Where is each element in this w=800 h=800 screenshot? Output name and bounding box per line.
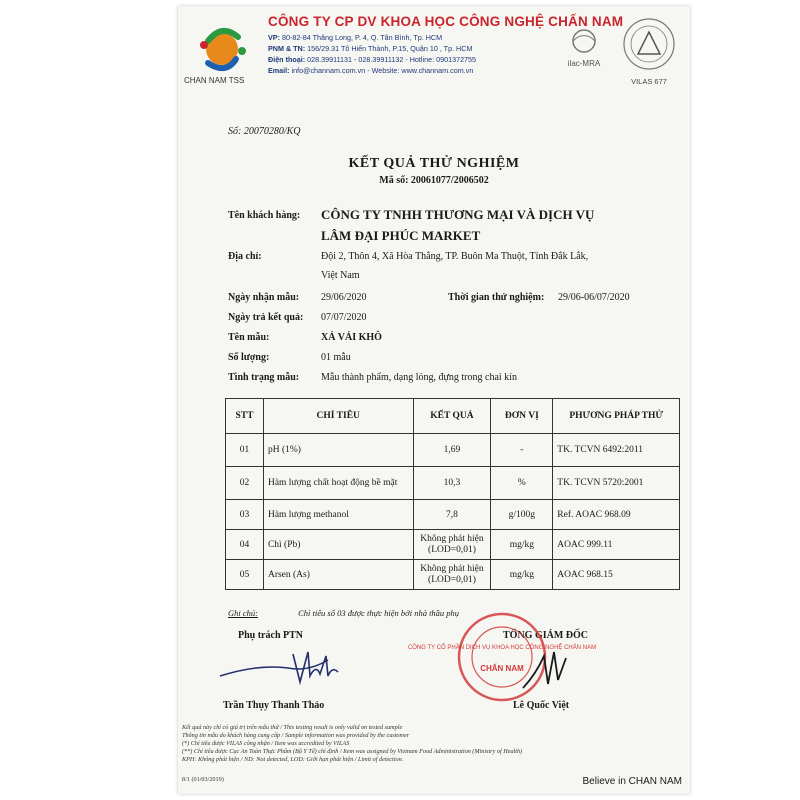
footer-line-3: (*) Chỉ tiêu được VILAS công nhận / Item was accredited by VILAS <box>182 740 350 747</box>
test-time-label: Thời gian thử nghiệm: <box>448 292 545 303</box>
header-chi-tieu: CHỈ TIÊU <box>263 399 413 434</box>
customer-label: Tên khách hàng: <box>228 210 301 221</box>
sample-label: Tên mẫu: <box>228 332 270 343</box>
email-line: Email: info@channam.com.vn - Website: www.channam.com.vn <box>268 66 474 75</box>
document-sheet <box>178 6 690 794</box>
header-phuong-phap: PHƯƠNG PHÁP THỬ <box>553 399 680 434</box>
form-code: 8/1 (01/03/2019) <box>182 776 224 783</box>
slogan: Believe in CHAN NAM <box>582 776 682 787</box>
lab-manager-name: Trần Thụy Thanh Thảo <box>223 700 325 711</box>
customer-name-line1: CÔNG TY TNHH THƯƠNG MẠI VÀ DỊCH VỤ <box>321 207 595 222</box>
row-don-vi: % <box>491 467 553 500</box>
document-number: Số: 20070280/KQ <box>228 126 301 137</box>
vilas-logo: VILAS 677 <box>618 16 680 84</box>
row-chi-tieu: Hàm lượng methanol <box>263 500 413 530</box>
note-label: Ghi chú: <box>228 608 258 618</box>
logo-text: CHAN NAM TSS <box>184 76 245 85</box>
customer-name-line2: LÂM ĐẠI PHÚC MARKET <box>321 228 481 243</box>
row-stt: 03 <box>226 500 264 530</box>
footer-line-1: Kết quả này chỉ có giá trị trên mẫu thử / This testing result is only valid on tested sample <box>182 724 403 731</box>
sample-name: XẢ VẢI KHÔ <box>321 332 382 343</box>
table-row <box>226 530 680 560</box>
document-title: KẾT QUẢ THỬ NGHIỆM <box>348 156 520 171</box>
row-chi-tieu: Hàm lượng chất hoạt động bề mặt <box>263 467 413 500</box>
row-phuong-phap: TK. TCVN 6492:2011 <box>553 434 680 467</box>
director-title: TỔNG GIÁM ĐỐC <box>503 630 588 641</box>
results-table <box>225 398 680 590</box>
ilac-mra-logo: ilac-MRA <box>558 28 610 68</box>
qty-label: Số lượng: <box>228 352 270 363</box>
row-don-vi: - <box>491 434 553 467</box>
director-signature <box>518 644 578 694</box>
row-ket-qua: 10,3 <box>413 467 491 500</box>
row-phuong-phap: AOAC 999.11 <box>553 530 680 560</box>
address-line2: Việt Nam <box>321 270 360 281</box>
header-don-vi: ĐƠN VỊ <box>491 399 553 434</box>
row-chi-tieu: Arsen (As) <box>263 560 413 590</box>
svg-text:CÔNG TY CỔ PHẦN DỊCH VỤ KHOA H: CÔNG TY CỔ PHẦN DỊCH VỤ KHOA HỌC CÔNG NGHỆ CHẤN NAM <box>407 645 597 651</box>
received-date: 29/06/2020 <box>321 292 367 303</box>
director-name: Lê Quốc Việt <box>513 700 570 711</box>
phone-line: Điện thoại: 028.39911131 - 028.39911132 - Hotline: 0901372755 <box>268 55 477 64</box>
note-text: Chỉ tiêu số 03 được thực hiện bởi nhà thầu phụ <box>298 608 460 618</box>
row-ket-qua: Không phát hiện (LOD=0,01) <box>413 560 491 590</box>
status-value: Mẫu thành phẩm, dạng lỏng, đựng trong chai kín <box>321 372 517 383</box>
vp-line: VP: 80-82-84 Thăng Long, P. 4, Q. Tân Bình, Tp. HCM <box>268 33 443 42</box>
return-date: 07/07/2020 <box>321 312 367 323</box>
row-don-vi: mg/kg <box>491 560 553 590</box>
pnm-line: PNM & TN: 156/29.31 Tô Hiến Thành, P.15, Quận 10 , Tp. HCM <box>268 44 473 53</box>
table-row <box>226 467 680 500</box>
footer-line-4: (**) Chỉ tiêu được Cục An Toàn Thực Phẩm (Bộ Y Tế) chỉ định / Item was assigned by Vietnam Food Administration (Ministry of Health) <box>182 748 523 755</box>
lab-manager-title: Phụ trách PTN <box>238 630 303 641</box>
address-line1: Đội 2, Thôn 4, Xã Hòa Thắng, TP. Buôn Ma Thuột, Tỉnh Đắk Lắk, <box>321 251 589 262</box>
row-ket-qua: 7,8 <box>413 500 491 530</box>
footer-line-5: KPH: Không phát hiện / ND: Not detected, LOD: Giới hạn phát hiện / Limit of detection. <box>182 756 404 763</box>
address-label: Địa chỉ: <box>228 251 262 262</box>
row-phuong-phap: TK. TCVN 5720:2001 <box>553 467 680 500</box>
row-phuong-phap: AOAC 968.15 <box>553 560 680 590</box>
company-name: CÔNG TY CP DV KHOA HỌC CÔNG NGHỆ CHẤN NAM <box>268 14 624 29</box>
sample-code: Mã số: 20061077/2006502 <box>379 175 489 186</box>
row-chi-tieu: Chì (Pb) <box>263 530 413 560</box>
table-row <box>226 434 680 467</box>
row-chi-tieu: pH (1%) <box>263 434 413 467</box>
return-label: Ngày trả kết quả: <box>228 312 304 323</box>
table-row <box>226 500 680 530</box>
test-time: 29/06-06/07/2020 <box>558 292 630 303</box>
footer-line-2: Thông tin mẫu do khách hàng cung cấp / Sample information was provided by the customer <box>182 732 410 739</box>
svg-text:CHẤN NAM: CHẤN NAM <box>480 664 524 673</box>
row-stt: 04 <box>226 530 264 560</box>
header-stt: STT <box>226 399 264 434</box>
row-don-vi: g/100g <box>491 500 553 530</box>
row-stt: 01 <box>226 434 264 467</box>
note-line <box>228 608 459 618</box>
row-don-vi: mg/kg <box>491 530 553 560</box>
table-row <box>226 560 680 590</box>
status-label: Tình trạng mẫu: <box>228 372 300 383</box>
header-ket-qua: KẾT QUẢ <box>413 399 491 434</box>
lab-manager-signature <box>218 646 368 691</box>
row-stt: 02 <box>226 467 264 500</box>
row-ket-qua: 1,69 <box>413 434 491 467</box>
row-stt: 05 <box>226 560 264 590</box>
received-label: Ngày nhận mẫu: <box>228 292 300 303</box>
qty-value: 01 mẫu <box>321 352 351 363</box>
row-phuong-phap: Ref. AOAC 968.09 <box>553 500 680 530</box>
table-header-row <box>226 399 680 434</box>
row-ket-qua: Không phát hiện (LOD=0,01) <box>413 530 491 560</box>
